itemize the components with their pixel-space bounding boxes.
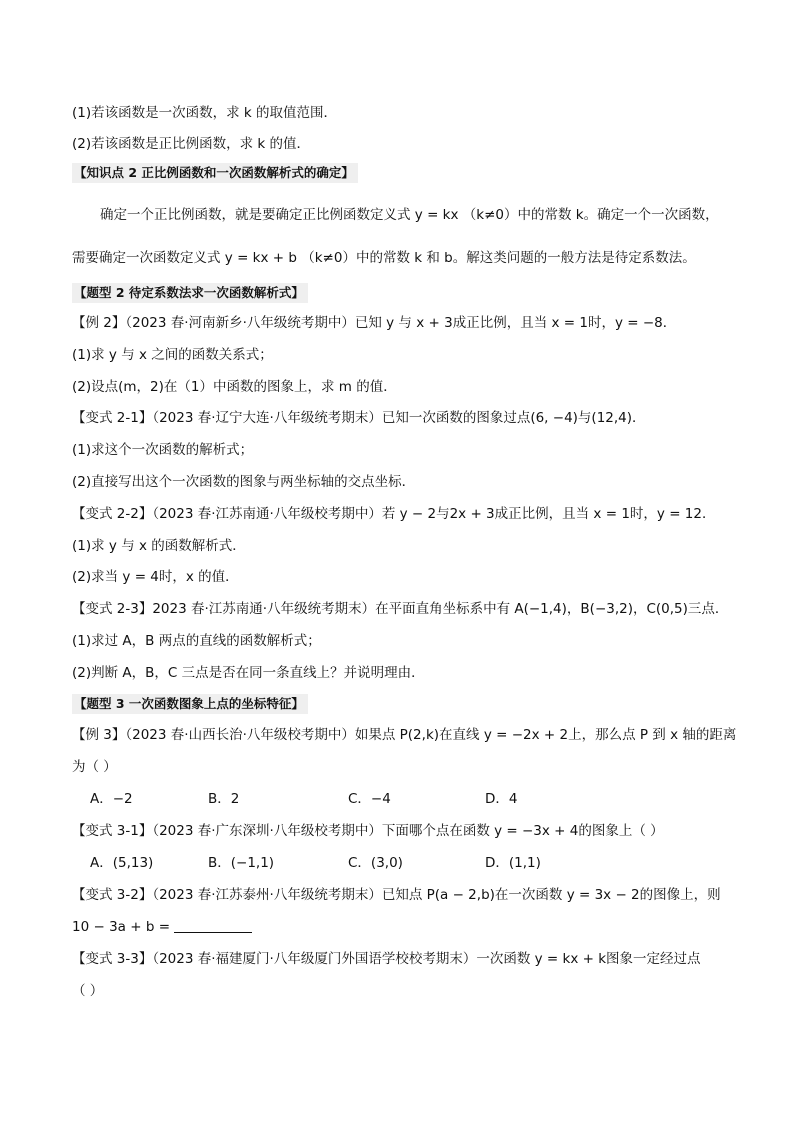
variant-3-2: 【变式 3-2】（2023 春·江苏泰州·八年级统考期末）已知点 P(a − 2,b)在一次函数 y = 3x − 2的图像上，则 — [72, 887, 721, 903]
example-2-part-2: (2)设点(m，2)在（1）中函数的图象上，求 m 的值． — [72, 379, 397, 395]
variant-3-3-continuation: （ ） — [72, 983, 104, 999]
answer-blank[interactable] — [174, 918, 252, 933]
example-2-part-1: (1)求 y 与 x 之间的函数关系式； — [72, 347, 273, 363]
variant-3-1: 【变式 3-1】（2023 春·广东深圳·八年级校考期中）下面哪个点在函数 y = −3x + 4的图象上（ ） — [72, 823, 664, 839]
option-c: C．(3,0) — [348, 855, 403, 871]
variant-2-1-part-1: (1)求这个一次函数的解析式； — [72, 442, 254, 458]
type-heading-3-text: 【题型 3 一次函数图象上点的坐标特征】 — [72, 694, 308, 714]
knowledge-paragraph-line-2: 需要确定一次函数定义式 y = kx + b （k≠0）中的常数 k 和 b。解这类问题的一般方法是待定系数法。 — [72, 250, 696, 266]
option-b: B．2 — [208, 791, 240, 807]
option-b: B．(−1,1) — [208, 855, 275, 871]
knowledge-heading-2-text: 【知识点 2 正比例函数和一次函数解析式的确定】 — [72, 163, 358, 183]
variant-2-2-part-1: (1)求 y 与 x 的函数解析式． — [72, 538, 246, 554]
type-heading-2-text: 【题型 2 待定系数法求一次函数解析式】 — [72, 283, 308, 303]
variant-2-2: 【变式 2-2】（2023 春·江苏南通·八年级校考期中）若 y − 2与2x + 3成正比例，且当 x = 1时，y = 12． — [72, 506, 716, 522]
variant-3-2-expression: 10 − 3a + b = — [72, 919, 175, 935]
knowledge-heading-2 — [72, 163, 734, 183]
example-2: 【例 2】（2023 春·河南新乡·八年级统考期中）已知 y 与 x + 3成正比例，且当 x = 1时，y = −8． — [72, 315, 677, 331]
example-3-options — [90, 789, 734, 809]
variant-3-2-continuation — [72, 917, 734, 937]
variant-2-3: 【变式 2-3】2023 春·江苏南通·八年级统考期末）在平面直角坐标系中有 A(−1,4)，B(−3,2)，C(0,5)三点． — [72, 601, 729, 617]
option-a: A．−2 — [90, 791, 133, 807]
knowledge-paragraph-line-1: 确定一个正比例函数，就是要确定正比例函数定义式 y = kx （k≠0）中的常数 k。确定一个一次函数， — [100, 207, 719, 223]
type-heading-3 — [72, 694, 734, 714]
option-d: D．(1,1) — [485, 855, 541, 871]
type-heading-2 — [72, 283, 734, 303]
question-part-2: (2)若该函数是正比例函数，求 k 的值． — [72, 136, 311, 152]
variant-2-1-part-2: (2)直接写出这个一次函数的图象与两坐标轴的交点坐标． — [72, 474, 416, 490]
variant-2-1: 【变式 2-1】（2023 春·辽宁大连·八年级统考期末）已知一次函数的图象过点(6, −4)与(12,4)． — [72, 410, 646, 426]
example-3-continuation: 为（ ） — [72, 759, 117, 775]
option-d: D．4 — [485, 791, 518, 807]
example-3: 【例 3】（2023 春·山西长治·八年级校考期中）如果点 P(2,k)在直线 y = −2x + 2上，那么点 P 到 x 轴的距离 — [72, 727, 737, 743]
option-a: A．(5,13) — [90, 855, 154, 871]
variant-2-3-part-1: (1)求过 A，B 两点的直线的函数解析式； — [72, 633, 321, 649]
variant-2-3-part-2: (2)判断 A，B，C 三点是否在同一条直线上？并说明理由． — [72, 665, 425, 681]
question-part-1: (1)若该函数是一次函数，求 k 的取值范围． — [72, 105, 338, 121]
variant-2-2-part-2: (2)求当 y = 4时，x 的值． — [72, 569, 239, 585]
option-c: C．−4 — [348, 791, 391, 807]
variant-3-3: 【变式 3-3】（2023 春·福建厦门·八年级厦门外国语学校校考期末）一次函数 y = kx + k图象一定经过点 — [72, 951, 701, 967]
variant-3-1-options — [90, 853, 734, 873]
